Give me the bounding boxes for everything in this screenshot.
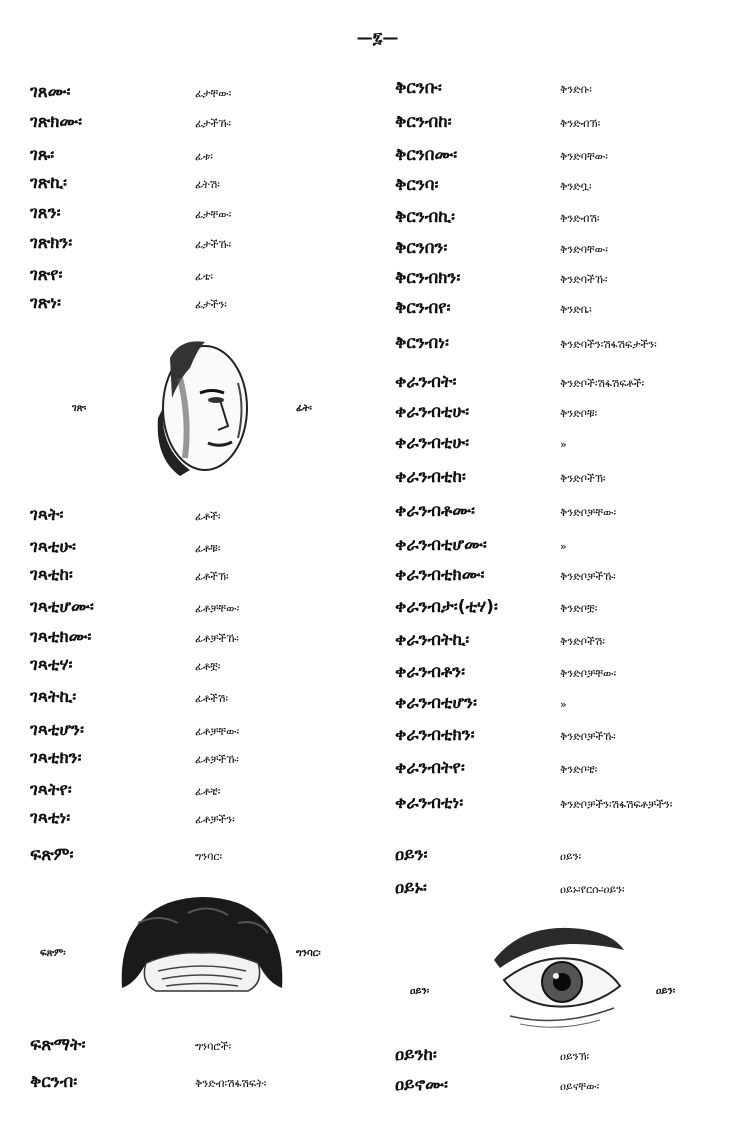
entry-term: ቅርንብከ፡ [395,112,452,132]
entry-gloss: ዐይናቸው፡ [560,1080,600,1093]
entry-gloss: ፊትሽ፡ [195,178,220,191]
entry-gloss: ቅንድብሽ፡ [560,212,600,225]
entry-gloss: ቅንድብኽ፡ [560,117,601,130]
entry-gloss: ቅንድቦቻችን፡ሽፋሽፍቶቻችን፡ [560,798,673,811]
face-label-right: ፊት፡ [296,403,312,414]
face-picture [150,338,260,478]
entry-term: ቅርንብኪ፡ [395,207,455,227]
entry-gloss: ቅንድቦቻቸው፡ [560,506,617,519]
forehead-label-right: ግንባር፡ [296,948,321,959]
entry-term: ዐይኖሙ፡ [395,1075,448,1095]
entry-term: ገጽኪ፡ [30,173,67,193]
entry-term: ገጻቲሆን፡ [30,720,84,740]
entry-term: ገጻቲከ፡ [30,565,73,585]
entry-gloss: » [560,540,567,553]
entry-term: ቀራንብቶሙ፡ [395,501,476,521]
entry-gloss: ቅንድቦቻችኹ፡ [560,730,616,743]
entry-gloss: ግንባር፡ [195,850,223,863]
entry-term: ቀራንብቲከ፡ [395,467,466,487]
entry-gloss: » [560,438,567,451]
entry-term: ገጽነ፡ [30,293,61,313]
entry-gloss: ፊቶቹ፡ [195,542,221,555]
entry-term: ገጽየ፡ [30,265,63,285]
entry-gloss: ቅንድቦቹ፡ [560,407,598,420]
eye-picture [490,920,628,1028]
entry-gloss: ፊቶቻችን፡ [195,813,235,826]
entry-gloss: ፊታችን፡ [195,298,227,311]
entry-gloss: ፊቶቻችኹ፡ [195,753,239,766]
entry-term: ገጻቲሃ፡ [30,655,73,675]
entry-gloss: ዐይን፡ [560,850,582,863]
entry-gloss: ፊቶቼ፡ [195,785,221,798]
entry-gloss: ቅንድባቸው፡ [560,243,608,256]
entry-term: ገጽክን፡ [30,233,73,253]
entry-term: ቀራንብታ፡(ቲሃ)፡ [395,597,498,617]
entry-gloss: ዐይኑ፡የርሱ፡ዐይን፡ [560,883,625,896]
entry-gloss: ግንባሮች፡ [195,1040,232,1053]
entry-gloss: ፊቶችሽ፡ [195,692,228,705]
entry-gloss: ፊቶቻችኹ፡ [195,632,239,645]
entry-term: ዐይኑ፡ [395,878,427,898]
entry-term: ገጻቲሆሙ፡ [30,597,94,617]
entry-term: ቀራንብቲክሙ፡ [395,565,485,585]
entry-term: ቀራንብቲነ፡ [395,793,464,813]
face-label-left: ገጽ፡ [72,403,87,414]
entry-term: ቀራንብቲክን፡ [395,725,475,745]
entry-term: ቅርንብነ፡ [395,333,449,353]
entry-gloss: ፊቶቻቸው፡ [195,725,240,738]
entry-term: ገጻት፡ [30,505,64,525]
entry-gloss: ፊቶች፡ [195,510,221,523]
entry-term: ቀራንብቲሁ፡ [395,402,470,422]
entry-gloss: ዐይንኽ፡ [560,1050,590,1063]
face-illustration [150,338,260,478]
page-number: —፯— [356,28,399,47]
entry-term: ገጻትየ፡ [30,780,72,800]
entry-term: ቀራንብቶን፡ [395,662,466,682]
entry-term: ገጸን፡ [30,203,61,223]
entry-term: ገጻቲነ፡ [30,808,71,828]
entry-term: ቀራንብት፡ [395,372,457,392]
entry-gloss: ቅንድባችን፡ሽፋሽፍታችን፡ [560,338,657,351]
entry-gloss: ፊታቸው፡ [195,208,232,221]
entry-term: ቀራንብትየ፡ [395,758,465,778]
entry-term: ቅርንብ፡ [30,1072,78,1092]
entry-gloss: ፊታችኹ፡ [195,117,232,130]
entry-gloss: ቅንድቧ፡ [560,180,592,193]
entry-term: ፍጽማት፡ [30,1035,86,1055]
eye-label-left: ዐይን፡ [410,986,430,997]
entry-gloss: ፊቴ፡ [195,270,213,283]
entry-gloss: ፊቶችኽ፡ [195,570,229,583]
entry-term: ቀራንብቲሆሙ፡ [395,535,487,555]
entry-gloss: ፊቶቿ፡ [195,660,221,673]
entry-term: ቅርንበሙ፡ [395,145,458,165]
entry-gloss: ቅንድባቸው፡ [560,150,608,163]
entry-term: ዐይንከ፡ [395,1045,437,1065]
entry-gloss: ቅንድባችኹ፡ [560,273,608,286]
entry-term: ዐይን፡ [395,845,428,865]
entry-gloss: ቅንድቦቿ፡ [560,602,598,615]
eye-illustration [490,920,628,1028]
entry-term: ቅርንባ፡ [395,175,439,195]
forehead-illustration [118,893,286,993]
entry-gloss: ቅንድቤ፡ [560,303,592,316]
entry-gloss: ፊታችኹ፡ [195,238,232,251]
entry-gloss: ቅንድቦች፡ሽፋሽፍቶች፡ [560,377,645,390]
entry-gloss: ፊቶቻቸው፡ [195,602,240,615]
entry-term: ቀራንብትኪ፡ [395,630,470,650]
entry-term: ፍጽም፡ [30,845,74,865]
entry-term: ቅርንብክን፡ [395,268,461,288]
forehead-picture [118,893,286,993]
eye-label-right: ዐይን፡ [656,986,676,997]
entry-term: ቅርንበን፡ [395,238,448,258]
entry-term: ገጻትኪ፡ [30,687,77,707]
entry-term: ገጸሙ፡ [30,82,71,102]
entry-gloss: ፊቱ፡ [195,150,213,163]
entry-term: ቅርንቡ፡ [395,78,442,98]
entry-term: ገጹ፡ [30,145,55,165]
entry-gloss: ቅንድቦቻችኹ፡ [560,570,616,583]
entry-gloss: ፊታቸው፡ [195,87,232,100]
entry-gloss: ቅንድቦችሽ፡ [560,635,605,648]
entry-gloss: ቅንድብ፡ሽፋሽፍት፡ [195,1077,267,1090]
entry-term: ቀራንብቲሆን፡ [395,693,478,713]
entry-term: ቅርንብየ፡ [395,298,451,318]
entry-term: ገጻቲሁ፡ [30,537,77,557]
entry-term: ቀራንብቲሁ፡ [395,433,470,453]
entry-term: ገጻቲክሙ፡ [30,627,92,647]
entry-term: ገጻቲክን፡ [30,748,82,768]
entry-term: ገጽክሙ፡ [30,112,83,132]
entry-gloss: ቅንድቡ፡ [560,83,592,96]
entry-gloss: ቅንድቦችኽ፡ [560,472,606,485]
entry-gloss: ቅንድቦቻቸው፡ [560,667,617,680]
entry-gloss: » [560,698,567,711]
forehead-label-left: ፍጽም፡ [40,948,66,959]
entry-gloss: ቅንድቦቼ፡ [560,763,598,776]
